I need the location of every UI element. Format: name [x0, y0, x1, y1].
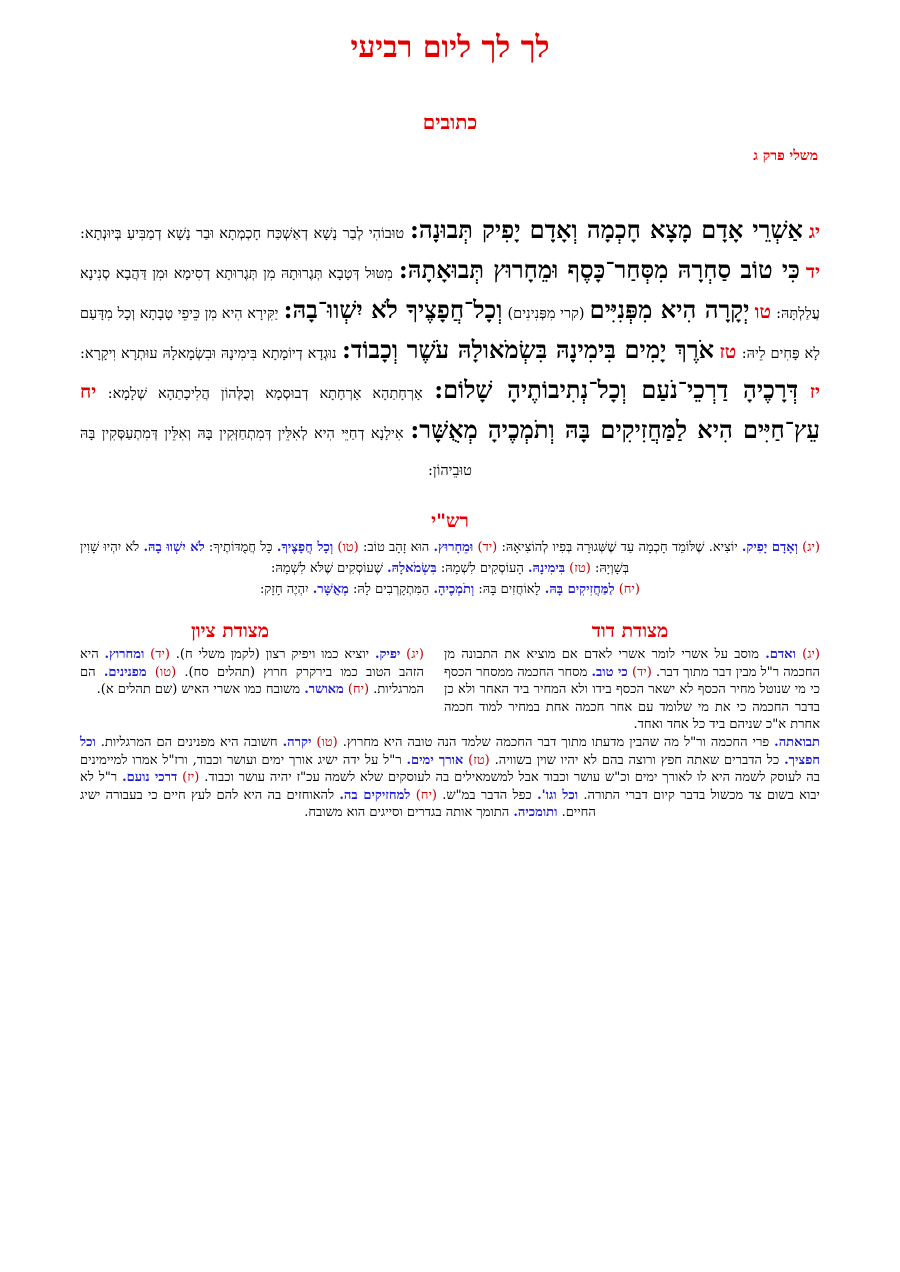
commentary-text: כפל הדבר במ"ש. [442, 787, 532, 803]
chapter-label: משלי פרק ג [753, 148, 818, 164]
verse-number: יד [805, 261, 820, 283]
commentary-term: ומחרוץ. [104, 647, 145, 662]
commentary-text: כל הדברים שאתה חפץ ורוצה בהם לא יהיו שוין בשוויה. [494, 752, 780, 768]
commentary-text: מסחר החכמה ממסחר הכסף כי מי שנוטל מחיר הכסף לא ישאר הכסף בידו ולא המחיר ביד האחר ולא כן בדבר החכמה כי את מי שלומד עם אחר חכמה אחת במחיר למוד חכמה אחרת א"כ שניהם ביד כל אחד ואחד. [444, 664, 820, 733]
rashi-text: הָעוֹסְקִים לִשְׁמָהּ: [440, 561, 524, 576]
metzudat-zion-commentary [80, 646, 424, 699]
metzudat-zion-heading: מצודת ציון [190, 620, 270, 642]
rashi-term: וְאָדָם יָפִיק. [741, 540, 798, 555]
rashi-ref: (יח) [618, 582, 640, 597]
rashi-text: שֶׁעוֹסְקִים שֶׁלֹּא לִשְׁמָהּ: [270, 561, 383, 576]
commentary-ref: (טו) [316, 735, 338, 750]
verse-qere: (קרי מִפְּנִינִים) [507, 306, 585, 322]
verse-number: טז [719, 341, 737, 363]
rashi-ref: (טו) [337, 540, 359, 555]
commentary-term: תבואתה. [774, 735, 820, 750]
verse-aramaic: טוּבוֹהִי לְבַר נָשָׁא דְאַשְׁכַּח חָכְמְתָא וּבַר נָשָׁא דְמַבִּיעַ בְּיוּנְתָא: [80, 226, 405, 242]
metzudat-david-top [444, 646, 820, 734]
rashi-text: הוּא זָהָב טוֹב: [362, 540, 430, 555]
commentary-ref: (טז) [468, 752, 490, 768]
commentary-ref: (יד) [631, 664, 652, 680]
commentary-text: משובח כמו אשרי האיש (שם תהלים א). [96, 682, 301, 698]
verse-number: יג [808, 221, 820, 243]
commentary-text: חשובה היא מפנינים הם המרגליות. [100, 735, 278, 750]
commentary-text: יוציא כמו ויפיק רצון (לקמן משלי ח). [175, 647, 370, 662]
verse-number: טו [754, 301, 771, 323]
commentary-term: דרכי נועם. [122, 770, 178, 786]
rashi-commentary [80, 537, 820, 600]
verse-aramaic: מִטּוּל דְּטָבָא תְּגֶרוּתָהּ מִן תְּגֶרוּתָא דְסִימָא וּמִן דַּהֲבָא סְנִינָא עֲלַלְתָּהּ: [80, 266, 820, 322]
section-title: כתובים [422, 110, 478, 134]
rashi-text: הַמִּתְקָרְבִים לָהּ: [353, 582, 430, 597]
verse-aramaic: אִילָנָא דְחַיֵּי הִיא לְאִלֵּין דְּמִתְחַזְּקִין בָּהּ וְאִלֵּין דְּמִתְעַסְּקִין בָּהּ טוּבֵיהוֹן: [80, 426, 472, 479]
rashi-ref: (יג) [802, 540, 820, 555]
commentary-text: פרי החכמה ור"ל מה שהבין מדעתו מתוך דבר החכמה שלמד הנה טובה היא מחרוץ. [342, 735, 770, 750]
commentary-ref: (יז) [182, 770, 200, 786]
rashi-term: וּמֵחָרוּץ. [433, 540, 474, 555]
rashi-text: לֹא יִהְיוּ שָׁוִין בְּשָׁוְיָהּ: [80, 540, 629, 576]
commentary-text: התומך אותה בגדרים וסייגים הוא משובח. [304, 805, 510, 821]
commentary-ref: (יח) [415, 787, 437, 803]
commentary-ref: (יד) [150, 647, 170, 662]
verse-hebrew: דְּרָכֶיהָ דַרְכֵי־נֹעַם וְכָל־נְתִיבוֹתֶיהָ שָׁלוֹם: [434, 375, 799, 404]
commentary-text: מוסב על אשרי לומר אשרי לאדם אם מוציא את התבונה מן החכמה ר"ל מבין דבר מתוך דבר. [444, 647, 820, 680]
commentary-term: למחזיקים בה. [339, 787, 411, 803]
verse-hebrew: יְקָרָה הִיא מִפְּנִיִּים [589, 295, 750, 324]
rashi-term: לֹא יִשְׁווּ בָהּ. [143, 540, 205, 555]
commentary-term: מאושר. [304, 682, 344, 698]
commentary-text: ר"ל לא יבוא בשום צד מכשול בדבר קיום דברי התורה. [80, 770, 820, 803]
rashi-text: יוֹצִיא. שֶׁלּוֹמֵד חָכְמָה עַד שֶׁשְּׁגוּרָה בְּפִיו לְהוֹצִיאָהּ: [501, 540, 738, 555]
rashi-ref: (טז) [569, 561, 591, 576]
verse-number: יז [809, 381, 820, 403]
verse-hebrew: אֹרֶךְ יָמִים בִּימִינָהּ בִּשְׂמֹאולָהּ עֹשֶׁר וְכָבוֹד: [342, 335, 715, 364]
rashi-text: כָּל חֲמֻדּוֹתֶיךָ: [208, 540, 273, 555]
commentary-term: וכל חפציך. [80, 735, 820, 768]
commentary-term: כי טוב. [591, 664, 628, 680]
rashi-term: לַמַּחֲזִיקִים בָּהּ. [544, 582, 615, 597]
metzudat-david-heading: מצודת דוד [591, 620, 669, 642]
commentary-term: וכל וגו'. [537, 787, 579, 803]
verse-hebrew: כִּי טוֹב סַחְרָהּ מִסְּחַר־כָּסֶף וּמֵחָרוּץ תְּבוּאָתָהּ: [398, 255, 800, 284]
commentary-text: הם המרגליות. [80, 664, 424, 698]
commentary-term: יפיק. [374, 647, 401, 662]
commentary-term: מפנינים. [103, 664, 147, 680]
rashi-term: מְאֻשָּׁר. [312, 582, 349, 597]
commentary-ref: (יח) [347, 682, 370, 698]
page-title: לך לך ליום רביעי [350, 30, 550, 65]
verse-hebrew: אַשְׁרֵי אָדָם מָצָא חָכְמָה וְאָדָם יָפִיק תְּבוּנָה: [410, 215, 803, 244]
commentary-term: אורך ימים. [406, 752, 464, 768]
verse-hebrew: עֵץ־חַיִּים הִיא לַמַּחֲזִיקִים בָּהּ וְתֹמְכֶיהָ מְאֻשָּׁר: [410, 415, 820, 444]
rashi-term: וְכָל חֲפָצֶיךָ. [276, 540, 334, 555]
verses-block [80, 212, 820, 489]
commentary-ref: (טו) [154, 664, 177, 680]
verse-hebrew: וְכָל־חֲפָצֶיךָ לֹא יִשְׁווּ־בָהּ: [283, 295, 503, 324]
rashi-ref: (יד) [477, 540, 498, 555]
commentary-term: ואדם. [765, 647, 796, 662]
verse-aramaic: נוּגְדָא דְיוֹמָתָא בִּימִינָהּ וּבִשְׂמָאלָהּ עוּתְרָא וִיקָרָא: [80, 346, 337, 362]
commentary-term: יקרה. [282, 735, 312, 750]
commentary-text: היא הזהב הטוב כמו בירקרק חרוץ (תהלים סח). [80, 647, 425, 680]
rashi-term: וְתֹמְכֶיהָ. [433, 582, 475, 597]
rashi-term: בִּימִינָהּ. [528, 561, 566, 576]
commentary-ref: (יג) [406, 647, 424, 662]
commentary-text: ר"ל על ידה ישיג אורך ימים ועושר וכבוד, ורז"ל אמרו למיימינים בה לעוסק לשמה היא לו לאורך ימים וכ"ש עושר וכבוד אבל למשמאילים בה לעוסקים שלא לשמה עכ"ז יהיה עושר וכבוד. [80, 752, 820, 786]
rashi-heading: רש"י [431, 510, 469, 532]
rashi-text: לָאוֹחֲזִים בָּהּ: [478, 582, 541, 597]
metzudat-david-bottom [80, 734, 820, 822]
verse-number: יח [80, 381, 97, 403]
verse-aramaic: אָרְחָתַהָא אָרְחָתָא דְבוּסְמָא וְכֻלְּהוֹן הֲלִיכָתַהָא שְׁלָמָא: [107, 386, 423, 402]
rashi-term: בִּשְׂמֹאלָהּ. [387, 561, 437, 576]
verse-aramaic: יַקִּירָא הִיא מִן כֵּיפֵי טָבָתָא וְכָל מִדָּעַם לָא פָּחִים לֵיהּ: [80, 306, 820, 362]
commentary-ref: (יג) [802, 647, 820, 662]
commentary-text: להאוחזים בה היא להם לעץ חיים כי בעבורה ישיג החיים. [80, 787, 596, 821]
rashi-text: יִהְיֶה חָזָק: [260, 582, 309, 597]
commentary-term: ותומכיה. [513, 805, 558, 821]
